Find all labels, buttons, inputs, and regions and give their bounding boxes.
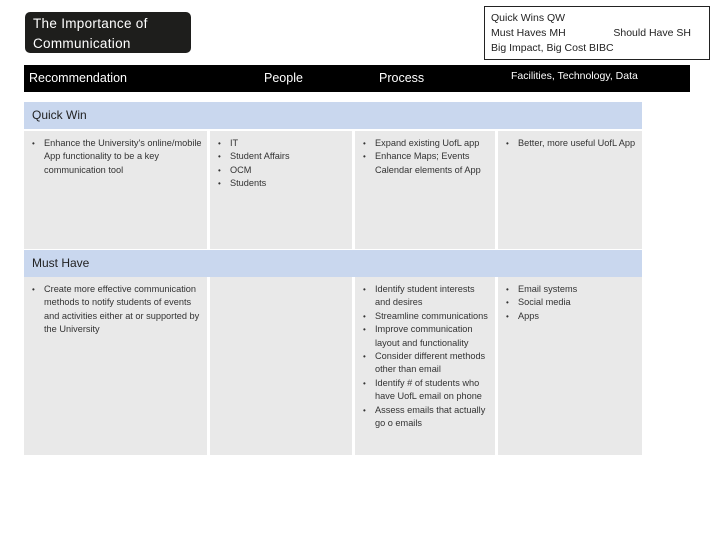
cell-mh-recommendation — [24, 277, 207, 455]
cell-qw-recommendation — [24, 131, 207, 249]
cell-mh-facilities — [498, 277, 642, 455]
list-item: • Students — [214, 177, 348, 190]
header-facilities: Facilities, Technology, Data — [511, 70, 638, 82]
list-item: • Improve communication layout and functionality — [359, 323, 491, 350]
list-item: • Create more effective communication methods to notify students of events and activities either at or supported by the University — [28, 283, 203, 337]
list-item: • Consider different methods other than email — [359, 350, 491, 377]
list-item: • Social media — [502, 296, 638, 309]
section-bar-quick-win: Quick Win — [24, 102, 642, 129]
list-item: • Enhance Maps; Events Calendar elements of App — [359, 150, 491, 177]
cell-qw-process — [355, 131, 495, 249]
list-item: • Better, more useful UofL App — [502, 137, 638, 150]
list-qw-facilities — [502, 137, 638, 150]
slide-title-line1: The Importance of — [33, 16, 148, 31]
list-item: • IT — [214, 137, 348, 150]
list-qw-people — [214, 137, 348, 191]
header-people: People — [264, 71, 303, 85]
header-process: Process — [379, 71, 425, 85]
slide-title — [25, 12, 191, 53]
list-mh-process — [359, 283, 491, 430]
legend-row-mh-sh — [491, 26, 709, 41]
header-recommendation: Recommendation — [29, 71, 127, 85]
section-bar-must-have: Must Have — [24, 250, 642, 277]
list-item: • Streamline communications — [359, 310, 491, 323]
list-qw-recommendation — [28, 137, 203, 177]
cell-mh-people — [210, 277, 352, 455]
legend-row-bibc: Big Impact, Big Cost BIBC — [491, 42, 614, 54]
list-item: • Enhance the University's online/mobile App functionality to be a key communication tool — [28, 137, 203, 177]
cell-qw-people — [210, 131, 352, 249]
list-item: • Identify student interests and desires — [359, 283, 491, 310]
list-item: • Expand existing UofL app — [359, 137, 491, 150]
cell-mh-process — [355, 277, 495, 455]
list-item: • Apps — [502, 310, 638, 323]
slide-title-line2: Communication — [33, 36, 131, 51]
list-mh-recommendation — [28, 283, 203, 337]
legend-row-qw: Quick Wins QW — [491, 12, 566, 24]
list-item: • Email systems — [502, 283, 638, 296]
table-header — [24, 65, 690, 92]
list-item: • Student Affairs — [214, 150, 348, 163]
list-item: • OCM — [214, 164, 348, 177]
legend-sh: Should Have SH — [613, 27, 691, 39]
legend-mh: Must Haves MH — [491, 27, 566, 39]
cell-qw-facilities — [498, 131, 642, 249]
list-item: • Identify # of students who have UofL email on phone — [359, 377, 491, 404]
priority-legend — [484, 6, 710, 60]
list-item: • Assess emails that actually go o emails — [359, 404, 491, 431]
list-mh-facilities — [502, 283, 638, 323]
list-qw-process — [359, 137, 491, 177]
